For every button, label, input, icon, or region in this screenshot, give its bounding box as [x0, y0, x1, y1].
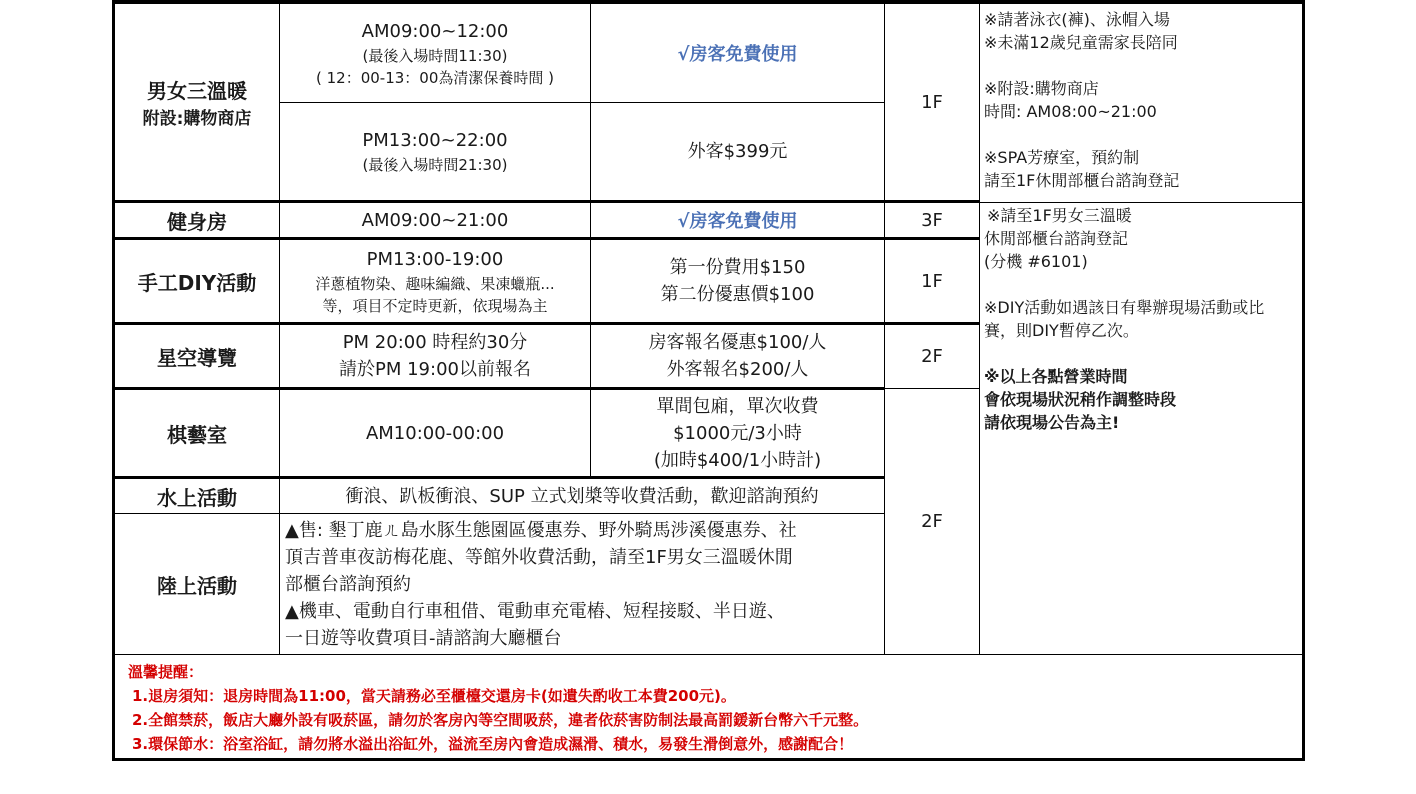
sauna-floor-cell: [885, 4, 979, 200]
side-note-diy-cancel: ※DIY活動如遇該日有舉辦現場活動或比: [984, 298, 1265, 317]
land-name: 陸上活動: [157, 573, 237, 598]
side-note-extension: (分機 #6101): [984, 252, 1088, 271]
sauna-note-spa: ※SPA芳療室，預約制: [984, 148, 1140, 167]
sauna-pm-fee-cell: [591, 103, 884, 200]
land-desc-line-2: 頂吉普車夜訪梅花鹿、等館外收費活動，請至1F男女三溫暖休閒: [285, 546, 793, 568]
star-floor: 2F: [921, 346, 943, 367]
sauna-guest-free: √房客免費使用: [677, 44, 798, 65]
chess-fee-price: $1000元/3小時: [673, 422, 802, 444]
side-note-follow-notice: 請依現場公告為主!: [984, 413, 1120, 432]
diy-fee-second: 第二份優惠價$100: [660, 284, 815, 305]
notes-split-line: [979, 202, 1302, 203]
land-floor: 2F: [921, 511, 943, 532]
diy-time: PM13:00-19:00: [366, 248, 504, 270]
chess-fee-overtime: (加時$400/1小時計): [653, 449, 822, 471]
land-desc-line-3: 部櫃台諮詢預約: [285, 573, 411, 595]
chess-time: AM10:00-00:00: [365, 422, 505, 444]
side-note-counter: 休閒部櫃台諮詢登記: [984, 229, 1129, 248]
sauna-note-children: ※未滿12歲兒童需家長陪同: [984, 33, 1178, 52]
reminder-save-water: 3.環保節水：浴室浴缸，請勿將水溢出浴缸外，溢流至房內會造成濕滑、積水，易發生滑倒意外，感謝配合！: [132, 735, 854, 753]
side-note-diy-cancel-cont: 賽，則DIY暫停乙次。: [984, 321, 1139, 340]
sauna-note-shop-hours: 時間: AM08:00~21:00: [984, 102, 1157, 121]
water-desc: 衝浪、趴板衝浪、SUP 立式划槳等收費活動，歡迎諮詢預約: [345, 485, 819, 507]
star-fee-cell: [591, 325, 884, 387]
land-desc-line-5: 一日遊等收費項目-請諮詢大廳櫃台: [285, 627, 562, 649]
diy-fee-first: 第一份費用$150: [669, 257, 806, 278]
reminder-checkout: 1.退房須知：退房時間為11:00，當天請務必至櫃檯交還房卡(如遺失酌收工本費200元)。: [132, 687, 736, 705]
reminder-title: 溫馨提醒：: [128, 663, 204, 681]
gym-name: 健身房: [167, 209, 227, 234]
sauna-note-spa-register: 請至1F休閒部櫃台諮詢登記: [984, 171, 1180, 190]
star-floor-cell: [885, 325, 979, 388]
diy-floor-cell: [885, 240, 979, 322]
col-divider-4: [979, 0, 980, 655]
gym-name-cell: [115, 203, 279, 237]
side-note-hours-adjust: ※以上各點營業時間: [984, 367, 1128, 386]
sauna-am-time: AM09:00~12:00: [361, 20, 509, 42]
diy-desc-1: 洋蔥植物染、趣味編織、果凍蠟瓶...: [315, 274, 555, 293]
water-desc-cell: [280, 479, 884, 513]
star-fee-guest: 房客報名優惠$100/人: [648, 332, 827, 353]
land-name-cell: [115, 514, 279, 654]
sauna-note-shop: ※附設:購物商店: [984, 79, 1099, 98]
diy-name-cell: [115, 240, 279, 322]
diy-time-cell: [280, 240, 590, 322]
gym-time-cell: [280, 203, 590, 237]
side-notes: [984, 204, 1300, 434]
diy-desc-2: 等，項目不定時更新，依現場為主: [322, 296, 548, 315]
sauna-am-fee-cell: [591, 4, 884, 102]
star-register-deadline: 請於PM 19:00以前報名: [339, 359, 531, 380]
chess-water-land-floor-cell: [885, 389, 979, 654]
side-note-register: ※請至1F男女三溫暖: [987, 206, 1132, 225]
chess-fee-room: 單間包廂，單次收費: [656, 395, 819, 417]
sauna-note-swimwear: ※請著泳衣(褲)、泳帽入場: [984, 10, 1170, 29]
chess-name: 棋藝室: [167, 422, 227, 447]
land-desc-line-4: ▲機車、電動自行車租借、電動車充電樁、短程接駁、半日遊、: [285, 600, 785, 622]
land-desc-cell: [285, 514, 881, 654]
star-fee-visitor: 外客報名$200/人: [666, 359, 809, 380]
land-desc-line-1: ▲售: 墾丁鹿ㄦ島水豚生態園區優惠券、野外騎馬涉溪優惠券、社: [285, 519, 797, 541]
diy-floor: 1F: [921, 270, 943, 292]
reminder-section: [128, 660, 1288, 756]
diy-name: 手工DIY活動: [137, 270, 257, 295]
reminder-no-smoking: 2.全館禁菸，飯店大廳外設有吸菸區，請勿於客房內等空間吸菸，違者依菸害防制法最高罰鍰新台幣六千元整。: [132, 711, 869, 729]
sauna-subtitle: 附設:購物商店: [142, 109, 252, 129]
sauna-am-last-entry: (最後入場時間11:30): [362, 46, 508, 65]
water-name-cell: [115, 479, 279, 513]
gym-floor: 3F: [921, 209, 943, 231]
sauna-cleaning-time: ( 12：00-13：00為清潔保養時間 ): [315, 68, 554, 87]
star-time-cell: [280, 325, 590, 387]
gym-fee-cell: [591, 203, 884, 237]
sauna-pm-time-cell: [280, 103, 590, 200]
diy-fee-cell: [591, 240, 884, 322]
gym-floor-cell: [885, 203, 979, 237]
star-name: 星空導覽: [157, 345, 237, 370]
sauna-pm-last-entry: (最後入場時間21:30): [362, 156, 508, 174]
sauna-am-time-cell: [280, 4, 590, 102]
sauna-pm-time: PM13:00~22:00: [362, 130, 508, 151]
water-name: 水上活動: [157, 485, 237, 510]
gym-guest-free: √房客免費使用: [677, 211, 798, 232]
star-name-cell: [115, 325, 279, 387]
chess-fee-cell: [591, 390, 884, 476]
sauna-name: 男女三溫暖: [147, 79, 247, 103]
gym-time: AM09:00~21:00: [361, 209, 509, 231]
sauna-notes: [984, 8, 1300, 192]
sauna-floor: 1F: [921, 91, 943, 113]
chess-time-cell: [280, 390, 590, 476]
chess-name-cell: [115, 390, 279, 476]
side-note-hours-adjust-cont: 會依現場狀況稍作調整時段: [984, 390, 1177, 409]
row-line-7: [115, 654, 1302, 655]
star-time: PM 20:00 時程約30分: [342, 332, 528, 353]
sauna-name-cell: [115, 4, 279, 200]
sauna-visitor-fee: 外客$399元: [687, 141, 788, 162]
